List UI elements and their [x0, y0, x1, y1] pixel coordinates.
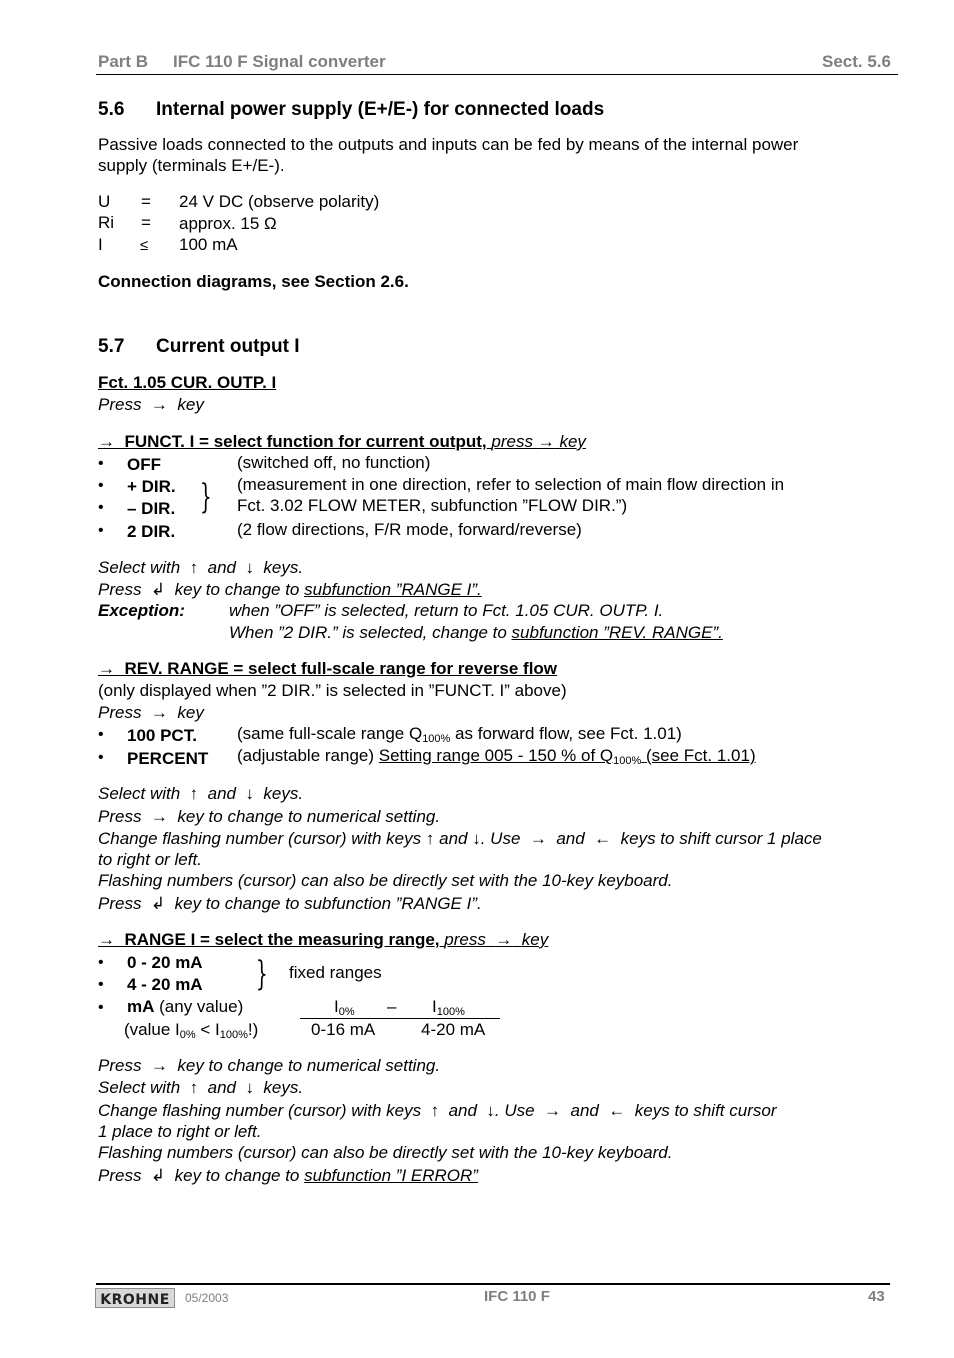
bullet-icon: •	[98, 726, 104, 743]
i0-subscript: 0%	[179, 1029, 196, 1041]
fixed-ranges-brace: }	[255, 954, 268, 994]
funct-heading	[98, 432, 586, 452]
fct-1-05-heading: Fct. 1.05 CUR. OUTP. I	[98, 373, 277, 392]
funct-suffix-press: press	[491, 432, 533, 451]
connection-diagrams-note: Connection diagrams, see Section 2.6.	[98, 272, 409, 291]
key-text: key	[177, 395, 204, 414]
bullet-icon: •	[98, 522, 104, 539]
funct-option-minus-dir-desc: Fct. 3.02 FLOW METER, subfunction ”FLOW DIR.”)	[237, 496, 628, 515]
dir-brace: }	[199, 477, 212, 517]
select-with-text: Select with	[98, 784, 181, 803]
krohne-logo-text: KROHNE	[100, 1292, 170, 1308]
funct-title: FUNCT. I = select function for current output,	[124, 432, 487, 451]
bullet-icon: •	[98, 477, 104, 494]
right-arrow-key-icon: →	[150, 395, 168, 414]
range-value-condition	[124, 1020, 258, 1040]
bullet-icon: •	[98, 499, 104, 516]
and-text: and	[570, 1101, 599, 1120]
setting-range-text	[379, 746, 756, 765]
right-arrow-icon: →	[98, 432, 115, 451]
range-keyboard-line: Flashing numbers (cursor) can also be directly set with the 10-key keyboard.	[98, 1143, 673, 1162]
right-arrow-key-icon: →	[544, 1101, 562, 1120]
use-text: . Use	[480, 829, 521, 848]
funct-option-2-dir: 2 DIR.	[127, 522, 176, 541]
rev-keyboard-line: Flashing numbers (cursor) can also be directly set with the 10-key keyboard.	[98, 871, 673, 890]
range-table-i0-header	[334, 997, 355, 1017]
range-table-rule	[300, 1018, 500, 1019]
desc-text: (same full-scale range Q	[237, 724, 423, 743]
desc-text: (adjustable range)	[237, 746, 379, 765]
press-text: Press	[98, 580, 142, 599]
i100-label: I	[432, 997, 437, 1016]
range-select-line	[98, 1078, 303, 1098]
rev-option-100-pct: 100 PCT.	[127, 726, 197, 745]
spec-i-value: 100 mA	[179, 235, 238, 254]
exception-line1: when ”OFF” is selected, return to Fct. 1.05 CUR. OUTP. I.	[229, 601, 664, 620]
bullet-icon: •	[98, 999, 104, 1016]
i100-subscript: 100%	[436, 1006, 465, 1018]
press-text: Press	[98, 395, 142, 414]
funct-option-plus-dir-desc: (measurement in one direction, refer to selection of main flow direction in	[237, 475, 785, 494]
rev-option-percent-desc	[237, 746, 756, 766]
rev-range-heading	[98, 659, 557, 679]
section-5-7-title: Current output I	[156, 336, 300, 357]
section-5-6-number: 5.6	[98, 99, 125, 120]
change-flashing-text: Change flashing number (cursor) with keys	[98, 829, 422, 848]
rev-cursor-line2: to right or left.	[98, 850, 202, 869]
right-arrow-icon: →	[98, 930, 115, 949]
rev-press-key-line	[98, 703, 204, 723]
range-i-title: RANGE I = select the measuring range,	[124, 930, 440, 949]
left-arrow-key-icon: ←	[608, 1101, 626, 1120]
i0-label: I	[334, 997, 339, 1016]
range-cursor-line	[98, 1101, 776, 1121]
up-arrow-key-icon: ↑	[430, 1101, 440, 1120]
up-arrow-key-icon: ↑	[189, 784, 199, 803]
rev-press-enter-line	[98, 894, 482, 914]
value-text: (value I	[124, 1020, 180, 1039]
value-lt-text: < I	[195, 1020, 220, 1039]
funct-option-off-desc: (switched off, no function)	[237, 453, 431, 472]
funct-press-line	[98, 580, 482, 600]
exception-line2-text: When ”2 DIR.” is selected, change to	[229, 623, 507, 642]
spec-ri-op: =	[141, 213, 151, 232]
left-arrow-key-icon: ←	[594, 829, 612, 848]
bullet-icon: •	[98, 455, 104, 472]
setting-range-main: Setting range 005 - 150 % of Q	[378, 746, 614, 765]
right-arrow-key-icon: →	[529, 829, 547, 848]
ma-label: mA	[127, 997, 155, 1016]
rev-cursor-line	[98, 829, 822, 849]
range-suffix-press: press	[444, 930, 486, 949]
range-option-ma	[127, 997, 243, 1017]
change-to-text: key to change to	[174, 1166, 300, 1185]
range-option-4-20: 4 - 20 mA	[127, 975, 203, 994]
up-arrow-key-icon: ↑	[189, 1078, 199, 1097]
i0-subscript: 0%	[338, 1006, 355, 1018]
spec-i-symbol: I	[98, 235, 103, 254]
rev-range-note: (only displayed when ”2 DIR.” is selected in ”FUNCT. I” above)	[98, 681, 567, 700]
change-range-i-text: key to change to subfunction ”RANGE I”.	[174, 894, 482, 913]
up-arrow-key-icon: ↑	[425, 829, 435, 848]
spec-ri-value: approx. 15 Ω	[179, 214, 277, 233]
range-table-dash: –	[387, 997, 397, 1016]
enter-key-icon: ↲	[150, 894, 166, 913]
value-end-text: !)	[247, 1020, 259, 1039]
press-right-key-line	[98, 395, 204, 415]
press-text: Press	[98, 894, 142, 913]
spec-i-op: ≤	[140, 237, 149, 254]
range-i-heading	[98, 930, 548, 950]
right-arrow-key-icon: →	[537, 432, 555, 451]
and-text: and	[448, 1101, 477, 1120]
range-table-i100-value: 4-20 mA	[421, 1020, 486, 1039]
exception-line2	[229, 623, 723, 643]
footer-rule	[96, 1283, 890, 1285]
rev-press-numeric-line	[98, 807, 440, 827]
funct-option-minus-dir: – DIR.	[127, 499, 176, 518]
shift-cursor-text: keys to shift cursor	[634, 1101, 777, 1120]
funct-option-plus-dir: + DIR.	[127, 477, 176, 496]
bullet-icon: •	[98, 749, 104, 766]
down-arrow-key-icon: ↓	[245, 784, 254, 803]
and-text: and	[207, 558, 236, 577]
and-text: and	[439, 829, 468, 848]
down-arrow-key-icon: ↓	[486, 1101, 495, 1120]
rev-option-100-pct-desc	[237, 724, 682, 744]
keys-text: keys.	[263, 1078, 304, 1097]
krohne-logo	[95, 1288, 175, 1308]
and-text: and	[556, 829, 585, 848]
desc-text-end: as forward flow, see Fct. 1.01)	[450, 724, 682, 743]
press-text: Press	[98, 703, 142, 722]
range-press-numeric-line	[98, 1056, 440, 1076]
change-flashing-text: Change flashing number (cursor) with keys	[98, 1101, 422, 1120]
range-option-0-20: 0 - 20 mA	[127, 953, 203, 972]
rev-select-line	[98, 784, 303, 804]
press-text: Press	[98, 807, 142, 826]
spec-u-symbol: U	[98, 192, 111, 211]
range-press-enter-line	[98, 1166, 478, 1186]
section-5-7-number: 5.7	[98, 336, 125, 357]
right-arrow-key-icon: →	[150, 703, 168, 722]
press-text: Press	[98, 1056, 142, 1075]
header-rule	[96, 74, 898, 75]
keys-text: keys.	[263, 558, 304, 577]
down-arrow-key-icon: ↓	[245, 558, 254, 577]
q100-subscript: 100%	[613, 755, 642, 767]
select-with-text: Select with	[98, 1078, 181, 1097]
up-arrow-key-icon: ↑	[189, 558, 199, 577]
s56-paragraph-line1: Passive loads connected to the outputs and inputs can be fed by means of the internal power	[98, 135, 799, 154]
down-arrow-key-icon: ↓	[472, 829, 481, 848]
i-error-link[interactable]: subfunction ”I ERROR”	[304, 1166, 478, 1185]
spec-ri-symbol: Ri	[98, 213, 115, 232]
shift-cursor-text: keys to shift cursor 1 place	[620, 829, 822, 848]
ma-desc: (any value)	[159, 997, 244, 1016]
numeric-setting-text: key to change to numerical setting.	[177, 807, 441, 826]
right-arrow-key-icon: →	[495, 930, 513, 949]
right-arrow-key-icon: →	[150, 1056, 168, 1075]
s56-paragraph-line2: supply (terminals E+/E-).	[98, 156, 285, 175]
keys-text: keys.	[263, 784, 304, 803]
header-section: Sect. 5.6	[822, 52, 891, 71]
footer-product: IFC 110 F	[484, 1288, 550, 1305]
enter-key-icon: ↲	[150, 1166, 166, 1185]
header-part: Part B	[98, 52, 149, 71]
rev-range-title: REV. RANGE = select full-scale range for reverse flow	[124, 659, 558, 678]
press-text: Press	[98, 1166, 142, 1185]
rev-range-link[interactable]: subfunction ”REV. RANGE”.	[511, 623, 723, 642]
i100-subscript: 100%	[219, 1029, 248, 1041]
range-i-link[interactable]: subfunction ”RANGE I”.	[304, 580, 482, 599]
funct-option-off: OFF	[127, 455, 161, 474]
funct-select-line	[98, 558, 303, 578]
and-text: and	[207, 1078, 236, 1097]
q100-subscript: 100%	[422, 733, 451, 745]
key-text: key	[177, 703, 204, 722]
bullet-icon: •	[98, 976, 104, 993]
setting-range-end: (see Fct. 1.01)	[641, 746, 756, 765]
funct-option-2-dir-desc: (2 flow directions, F/R mode, forward/reverse)	[237, 520, 582, 539]
range-cursor-line2: 1 place to right or left.	[98, 1122, 262, 1141]
down-arrow-key-icon: ↓	[245, 1078, 254, 1097]
select-with-text: Select with	[98, 558, 181, 577]
enter-key-icon: ↲	[150, 580, 166, 599]
right-arrow-key-icon: →	[150, 807, 168, 826]
footer-date: 05/2003	[185, 1291, 229, 1305]
section-5-6-title: Internal power supply (E+/E-) for connected loads	[156, 99, 605, 120]
footer-page-number: 43	[868, 1288, 885, 1305]
bullet-icon: •	[98, 954, 104, 971]
rev-option-percent: PERCENT	[127, 749, 209, 768]
header-title: IFC 110 F Signal converter	[173, 52, 386, 71]
change-to-text: key to change to	[174, 580, 300, 599]
range-table-i100-header	[432, 997, 465, 1017]
use-text: . Use	[494, 1101, 535, 1120]
exception-label: Exception:	[98, 601, 185, 620]
right-arrow-icon: →	[98, 659, 115, 678]
spec-u-value: 24 V DC (observe polarity)	[179, 192, 380, 211]
spec-u-op: =	[141, 192, 151, 211]
range-suffix-key: key	[521, 930, 549, 949]
range-table-i0-value: 0-16 mA	[311, 1020, 376, 1039]
and-text: and	[207, 784, 236, 803]
fixed-ranges-label: fixed ranges	[289, 963, 382, 982]
funct-suffix-key: key	[559, 432, 586, 451]
numeric-setting-text: key to change to numerical setting.	[177, 1056, 441, 1075]
